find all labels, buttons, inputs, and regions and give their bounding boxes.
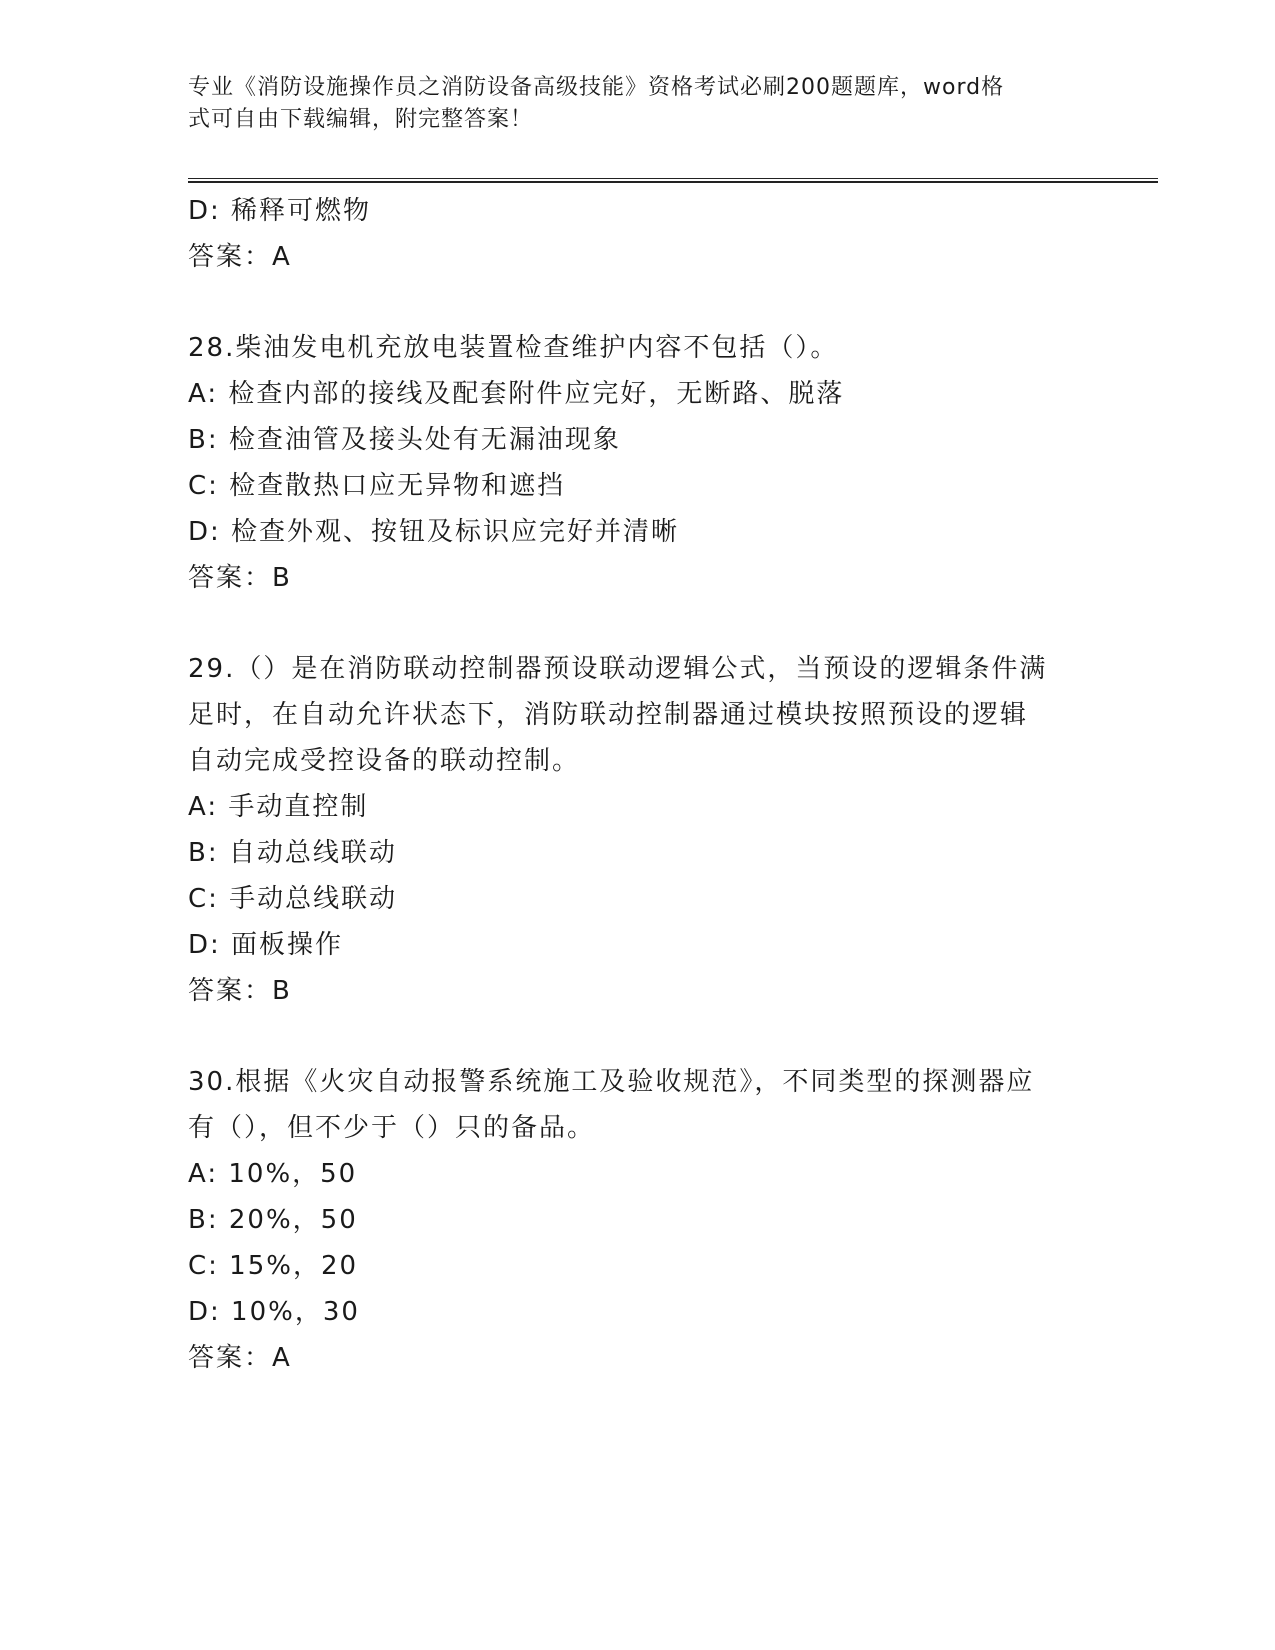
- header-line-2: 式可自由下载编辑，附完整答案！: [188, 107, 534, 132]
- question-30: [188, 1059, 1088, 1381]
- question-28: [188, 325, 1088, 601]
- question-29: [188, 646, 1088, 1014]
- question-content: [188, 188, 1088, 1381]
- question-stem-line-1: 29.（）是在消防联动控制器预设联动逻辑公式，当预设的逻辑条件满: [188, 654, 1048, 684]
- option-b: B: 检查油管及接头处有无漏油现象: [188, 425, 621, 455]
- header-line-1: 专业《消防设施操作员之消防设备高级技能》资格考试必刷200题题库，word格: [188, 75, 1005, 100]
- question-stem-line-1: 30.根据《火灾自动报警系统施工及验收规范》，不同类型的探测器应: [188, 1067, 1035, 1097]
- option-c: C: 手动总线联动: [188, 884, 398, 914]
- option-a: A: 检查内部的接线及配套附件应完好，无断路、脱落: [188, 379, 845, 409]
- header-divider: [188, 178, 1158, 183]
- option-b: B: 20%，50: [188, 1205, 358, 1235]
- option-d: D: 检查外观、按钮及标识应完好并清晰: [188, 517, 680, 547]
- prev-option-d: D: 稀释可燃物: [188, 196, 372, 226]
- option-a: A: 10%，50: [188, 1159, 358, 1189]
- answer: 答案：B: [188, 976, 292, 1006]
- answer: 答案：B: [188, 563, 292, 593]
- option-b: B: 自动总线联动: [188, 838, 397, 868]
- option-d: D: 10%，30: [188, 1297, 360, 1327]
- question-stem-line-2: 足时，在自动允许状态下，消防联动控制器通过模块按照预设的逻辑: [188, 700, 1029, 730]
- option-c: C: 15%，20: [188, 1251, 359, 1281]
- spacer: [188, 280, 1088, 325]
- option-c: C: 检查散热口应无异物和遮挡: [188, 471, 566, 501]
- spacer: [188, 1014, 1088, 1059]
- question-stem: 28.柴油发电机充放电装置检查维护内容不包括（）。: [188, 333, 839, 363]
- document-header: [188, 72, 1088, 136]
- question-stem-line-3: 自动完成受控设备的联动控制。: [188, 746, 581, 776]
- prev-answer: 答案：A: [188, 242, 292, 272]
- question-stem-line-2: 有（），但不少于（）只的备品。: [188, 1113, 596, 1143]
- spacer: [188, 601, 1088, 646]
- answer: 答案：A: [188, 1343, 292, 1373]
- option-a: A: 手动直控制: [188, 792, 369, 822]
- option-d: D: 面板操作: [188, 930, 344, 960]
